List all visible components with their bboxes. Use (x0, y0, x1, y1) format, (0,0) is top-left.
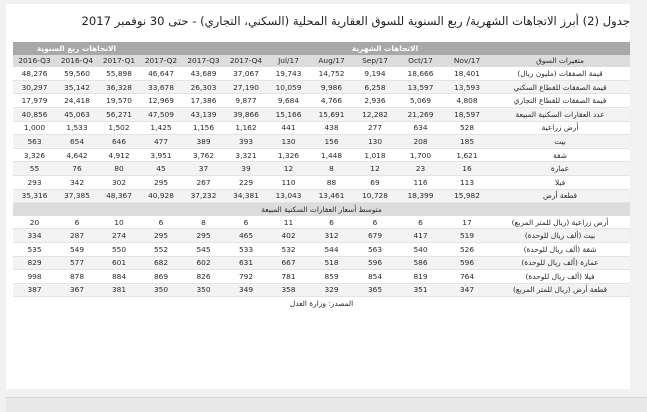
table-cell: 116 (397, 175, 444, 189)
table-cell: 596 (444, 256, 490, 270)
table-cell: 6,258 (353, 80, 397, 94)
table-cell: 526 (444, 242, 490, 256)
page-footer-bar (6, 397, 647, 412)
table-row (13, 94, 630, 108)
row-label: شقة (ألف ريال للوحدة) (490, 242, 630, 256)
table-row (13, 135, 630, 149)
table-cell: 33,678 (140, 80, 182, 94)
table-cell: 6 (310, 216, 353, 229)
table-cell: 11 (267, 216, 310, 229)
table-cell: 45,063 (56, 107, 98, 121)
table-row (13, 162, 630, 176)
table-cell: 267 (182, 175, 225, 189)
table-cell: 18,666 (397, 67, 444, 80)
table-cell: 859 (310, 270, 353, 284)
table-cell: 43,139 (182, 107, 225, 121)
table-cell: 295 (140, 175, 182, 189)
table-cell: 10,728 (353, 189, 397, 203)
table-cell: 358 (267, 283, 310, 297)
table-cell: 6 (353, 216, 397, 229)
table-row (13, 256, 630, 270)
table-cell: 35,316 (13, 189, 56, 203)
table-cell: 13,043 (267, 189, 310, 203)
table-cell: 586 (397, 256, 444, 270)
table-cell: 518 (310, 256, 353, 270)
table-cell: 577 (56, 256, 98, 270)
table-cell: 10,059 (267, 80, 310, 94)
table-cell: 417 (397, 229, 444, 243)
table-cell: 37,067 (225, 67, 267, 80)
table-cell: 110 (267, 175, 310, 189)
table-cell: 130 (353, 135, 397, 149)
table-cell: 208 (397, 135, 444, 149)
table-cell: 1,162 (225, 121, 267, 135)
table-cell: 21,269 (397, 107, 444, 121)
row-label: بيت (ألف ريال للوحدة) (490, 229, 630, 243)
table-cell: 533 (225, 242, 267, 256)
table-cell: 349 (225, 283, 267, 297)
table-cell: 4,912 (98, 148, 140, 162)
table-cell: 37,385 (56, 189, 98, 203)
table-cell: 48,276 (13, 67, 56, 80)
table-cell: 19,743 (267, 67, 310, 80)
table-cell: 682 (140, 256, 182, 270)
table-cell: 1,326 (267, 148, 310, 162)
table-cell: 528 (444, 121, 490, 135)
table-row (13, 283, 630, 297)
table-cell: 1,000 (13, 121, 56, 135)
table-cell: 24,418 (56, 94, 98, 108)
table-cell: 2,936 (353, 94, 397, 108)
table-cell: 544 (310, 242, 353, 256)
table-row (13, 216, 630, 229)
table-cell: 334 (13, 229, 56, 243)
table-cell: 535 (13, 242, 56, 256)
table-cell: 998 (13, 270, 56, 284)
column-header: 2017-Q3 (182, 55, 225, 68)
table-cell: 1,425 (140, 121, 182, 135)
table-cell: 312 (310, 229, 353, 243)
table-cell: 76 (56, 162, 98, 176)
table-cell: 387 (13, 283, 56, 297)
table-cell: 14,752 (310, 67, 353, 80)
table-cell: 287 (56, 229, 98, 243)
table-cell: 295 (182, 229, 225, 243)
table-cell: 302 (98, 175, 140, 189)
table-row (13, 67, 630, 80)
table-cell: 10 (98, 216, 140, 229)
table-cell: 34,381 (225, 189, 267, 203)
table-cell: 1,621 (444, 148, 490, 162)
row-label: قيمة الصفقات للقطاع التجاري (490, 94, 630, 108)
table-cell: 1,018 (353, 148, 397, 162)
table-row (13, 229, 630, 243)
monthly-group-header: الاتجاهات الشهرية (140, 42, 630, 55)
table-cell: 602 (182, 256, 225, 270)
table-cell: 88 (310, 175, 353, 189)
table-cell: 13,593 (444, 80, 490, 94)
column-header: 2017-Q1 (98, 55, 140, 68)
table-cell: 8 (310, 162, 353, 176)
section-header-row (13, 203, 630, 216)
table-cell: 854 (353, 270, 397, 284)
table-cell: 19,570 (98, 94, 140, 108)
table-cell: 47,509 (140, 107, 182, 121)
table-cell: 365 (353, 283, 397, 297)
table-cell: 646 (98, 135, 140, 149)
table-cell: 43,689 (182, 67, 225, 80)
table-cell: 185 (444, 135, 490, 149)
indicators-header: متغيرات السوق (490, 55, 630, 68)
table-cell: 634 (397, 121, 444, 135)
row-label: أرض زراعية (490, 121, 630, 135)
table-cell: 329 (310, 283, 353, 297)
table-cell: 277 (353, 121, 397, 135)
table-title: جدول (2) أبرز الاتجاهات الشهرية/ ربع السنوية للسوق العقارية المحلية (السكني، التجاري) - حتى 30 نوفمبر 2017 (81, 14, 630, 28)
table-cell: 17,386 (182, 94, 225, 108)
row-label: عدد العقارات السكنية المبيعة (490, 107, 630, 121)
table-cell: 350 (140, 283, 182, 297)
table-cell: 552 (140, 242, 182, 256)
table-cell: 1,156 (182, 121, 225, 135)
table-cell: 40,928 (140, 189, 182, 203)
table-cell: 20 (13, 216, 56, 229)
table-cell: 18,597 (444, 107, 490, 121)
column-header: 2017-Q2 (140, 55, 182, 68)
table-cell: 80 (98, 162, 140, 176)
table-cell: 23 (397, 162, 444, 176)
table-cell: 532 (267, 242, 310, 256)
quarterly-group-header: الاتجاهات ربع السنوية (13, 42, 140, 55)
table-cell: 18,401 (444, 67, 490, 80)
table-cell: 37 (182, 162, 225, 176)
table-cell: 8 (182, 216, 225, 229)
column-header: 2016-Q3 (13, 55, 56, 68)
table-cell: 884 (98, 270, 140, 284)
table-cell: 156 (310, 135, 353, 149)
table-row (13, 242, 630, 256)
table-row (13, 80, 630, 94)
table-cell: 4,808 (444, 94, 490, 108)
column-header-row (13, 55, 630, 68)
table-cell: 654 (56, 135, 98, 149)
table-cell: 1,700 (397, 148, 444, 162)
table-cell: 563 (13, 135, 56, 149)
row-label: بيت (490, 135, 630, 149)
price-section-header: متوسط أسعار العقارات السكنية المبيعة (13, 203, 630, 216)
table-cell: 3,326 (13, 148, 56, 162)
table-cell: 69 (353, 175, 397, 189)
table-cell: 12,282 (353, 107, 397, 121)
table-cell: 12 (267, 162, 310, 176)
source-row (13, 297, 630, 310)
table-cell: 381 (98, 283, 140, 297)
table-cell: 17 (444, 216, 490, 229)
table-cell: 367 (56, 283, 98, 297)
table-cell: 792 (225, 270, 267, 284)
table-cell: 130 (267, 135, 310, 149)
table-cell: 4,642 (56, 148, 98, 162)
table-cell: 36,328 (98, 80, 140, 94)
table-cell: 438 (310, 121, 353, 135)
table-body (13, 67, 630, 310)
table-cell: 601 (98, 256, 140, 270)
table-cell: 781 (267, 270, 310, 284)
table-cell: 55 (13, 162, 56, 176)
table-cell: 13,461 (310, 189, 353, 203)
table-cell: 12 (353, 162, 397, 176)
table-cell: 12,969 (140, 94, 182, 108)
table-cell: 9,986 (310, 80, 353, 94)
column-header: 2017-Q4 (225, 55, 267, 68)
table-cell: 826 (182, 270, 225, 284)
table-cell: 113 (444, 175, 490, 189)
table-cell: 17,979 (13, 94, 56, 108)
table-cell: 56,271 (98, 107, 140, 121)
column-header: Nov/17 (444, 55, 490, 68)
table-cell: 4,766 (310, 94, 353, 108)
table-cell: 3,951 (140, 148, 182, 162)
table-cell: 351 (397, 283, 444, 297)
table-cell: 1,448 (310, 148, 353, 162)
table-cell: 35,142 (56, 80, 98, 94)
row-label: قطعة أرض (ريال للمتر المربع) (490, 283, 630, 297)
column-header: Aug/17 (310, 55, 353, 68)
table-cell: 347 (444, 283, 490, 297)
table-cell: 9,877 (225, 94, 267, 108)
table-cell: 27,190 (225, 80, 267, 94)
row-label: عمارة (490, 162, 630, 176)
column-header: 2016-Q4 (56, 55, 98, 68)
row-label: أرض زراعية (ريال للمتر المربع) (490, 216, 630, 229)
table-cell: 6 (56, 216, 98, 229)
table-cell: 878 (56, 270, 98, 284)
table-cell: 869 (140, 270, 182, 284)
table-cell: 274 (98, 229, 140, 243)
table-cell: 819 (397, 270, 444, 284)
table-cell: 6 (225, 216, 267, 229)
table-cell: 39 (225, 162, 267, 176)
row-label: قيمة الصفقات للقطاع السكني (490, 80, 630, 94)
table-cell: 30,297 (13, 80, 56, 94)
row-label: قطعة أرض (490, 189, 630, 203)
table-cell: 631 (225, 256, 267, 270)
table-cell: 13,597 (397, 80, 444, 94)
table-cell: 1,533 (56, 121, 98, 135)
table-cell: 15,982 (444, 189, 490, 203)
table-cell: 37,232 (182, 189, 225, 203)
table-cell: 679 (353, 229, 397, 243)
table-cell: 45 (140, 162, 182, 176)
table-cell: 6 (397, 216, 444, 229)
table-cell: 3,321 (225, 148, 267, 162)
table-cell: 26,303 (182, 80, 225, 94)
table-row (13, 175, 630, 189)
row-label: عمارة (ألف ريال للوحدة) (490, 256, 630, 270)
table-cell: 350 (182, 283, 225, 297)
table-cell: 393 (225, 135, 267, 149)
row-label: شقة (490, 148, 630, 162)
table-cell: 293 (13, 175, 56, 189)
row-label: فيلا (490, 175, 630, 189)
table-cell: 15,166 (267, 107, 310, 121)
table-cell: 9,684 (267, 94, 310, 108)
column-header: Oct/17 (397, 55, 444, 68)
table-row (13, 148, 630, 162)
market-trends-table (13, 42, 630, 310)
table-cell: 15,691 (310, 107, 353, 121)
table-cell: 46,647 (140, 67, 182, 80)
table-cell: 549 (56, 242, 98, 256)
report-card (6, 4, 630, 389)
table-cell: 18,399 (397, 189, 444, 203)
table-cell: 563 (353, 242, 397, 256)
table-row (13, 121, 630, 135)
source-note: المصدر: وزارة العدل (289, 299, 354, 309)
table-cell: 295 (140, 229, 182, 243)
table-cell: 5,069 (397, 94, 444, 108)
table-cell: 477 (140, 135, 182, 149)
row-label: فيلا (ألف ريال للوحدة) (490, 270, 630, 284)
table-cell: 59,560 (56, 67, 98, 80)
row-label: قيمة الصفقات (مليون ريال) (490, 67, 630, 80)
group-header-row (13, 42, 630, 55)
table-cell: 764 (444, 270, 490, 284)
column-header: Jul/17 (267, 55, 310, 68)
table-cell: 389 (182, 135, 225, 149)
table-cell: 9,194 (353, 67, 397, 80)
table-cell: 55,898 (98, 67, 140, 80)
table-cell: 342 (56, 175, 98, 189)
table-cell: 16 (444, 162, 490, 176)
table-cell: 519 (444, 229, 490, 243)
table-cell: 402 (267, 229, 310, 243)
table-cell: 596 (353, 256, 397, 270)
column-header: Sep/17 (353, 55, 397, 68)
table-cell: 3,762 (182, 148, 225, 162)
table-cell: 829 (13, 256, 56, 270)
table-cell: 39,866 (225, 107, 267, 121)
table-cell: 667 (267, 256, 310, 270)
table-cell: 545 (182, 242, 225, 256)
table-cell: 6 (140, 216, 182, 229)
table-cell: 441 (267, 121, 310, 135)
table-row (13, 189, 630, 203)
table-cell: 48,367 (98, 189, 140, 203)
table-cell: 40,856 (13, 107, 56, 121)
table-cell: 1,502 (98, 121, 140, 135)
table-row (13, 270, 630, 284)
table-cell: 229 (225, 175, 267, 189)
table-cell: 550 (98, 242, 140, 256)
table-cell: 465 (225, 229, 267, 243)
table-cell: 540 (397, 242, 444, 256)
table-row (13, 107, 630, 121)
